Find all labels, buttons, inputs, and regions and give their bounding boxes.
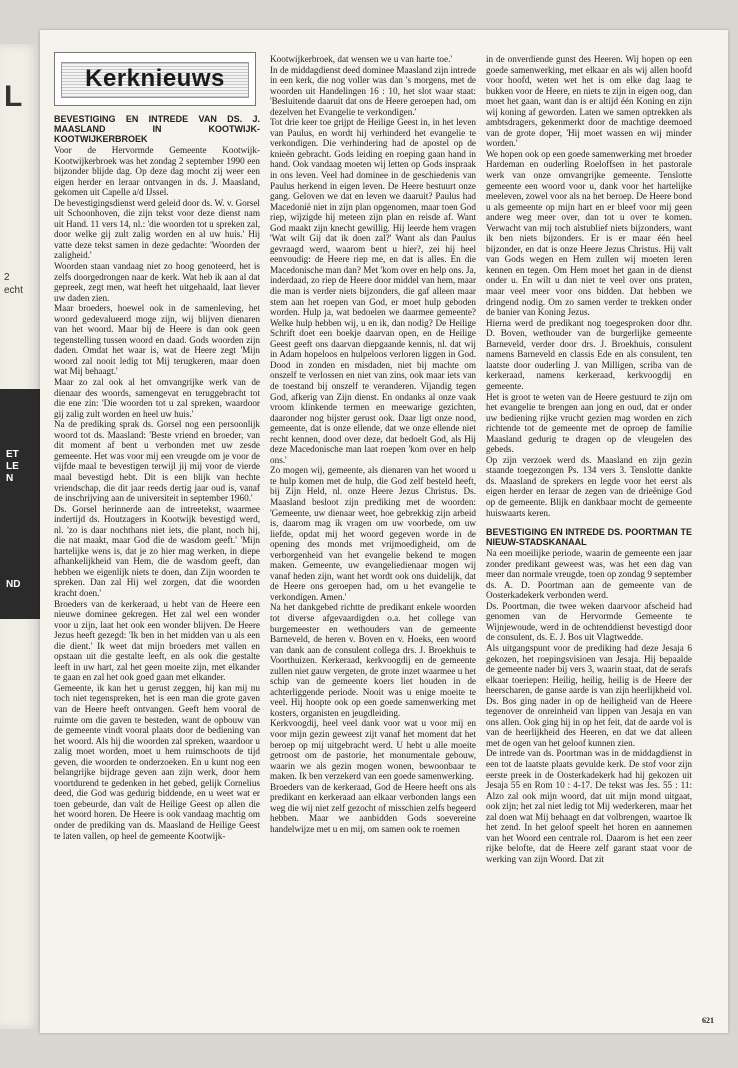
paragraph: Broeders van de kerkeraad, u hebt van de Heere een nieuwe dominee gekregen. Het zal wel een wonder voor u zijn, laat het ook een wonder blijven. De Heere Jezus heeft gezegd: 'Ik ben in het midden van u als een die dient.' Ik weet dat mijn broeders met vallen en opstaan uit die gestalte leeft, en als ook die gestalte leeft in uw hart, zal het geen moeite zijn, met elkander te gaan en zal het ook goed gaan met elkander. <box>54 598 260 683</box>
section-title: Kerknieuws <box>85 64 225 92</box>
paragraph: Kootwijkerbroek, dat wensen we u van harte toe.' <box>270 54 453 64</box>
paragraph: Gemeente, ik kan het u gerust zeggen, hij kan mij nu toch niet tegenspreken, het is een man die grote gaven van de Heere heeft ontvangen. Geeft hem vooral de ruimte om die gaven te besteden, want de opbouw van de gemeente vindt vooral plaats door de bediening van het woord. Als hij die woorden zal spreken, waardoor u zalig moet worden, moet u hem ruimschoots de tijd geven, die woorden te onderzoeken. En u kunt nog een belangrijke bijdrage geven aan zijn werk, door hem voortdurend te gedenken in het gebed, gelijk Cornelius deed, die God was gedurig biddende, en u weet wat er toen gebeurde, dan valt de Heilige Geest op allen die het woord horen. De Heere is ook vandaag machtig om onder de prediking van ds. Maasland de Heilige Geest te laten vallen, op heel de gemeente Kootwijk- <box>54 682 260 841</box>
paragraph: De intrede van ds. Poortman was in de middagdienst in een tot de laatste plaats gevulde kerk. De stof voor zijn eerste preek in de Oosterkadekerk had hij gekozen uit Jesaja 55 en Rom 10 : 4-17. De tekst was Jes. 55 : 11: Alzo zal ook mijn woord, dat uit mijn mond uitgaat, ook zijn; het zal niet ledig tot Mij wederkeren, maar het zal doen wat Mij behaagt en dat volbrengen, waartoe Ik het zend. In het geloof speelt het horen en aannemen van het Woord een centrale rol. Daarom is het een zeer rijke belofte, dat de Heere zelf garant staat voor de werking van zijn Woord. Dat zit <box>486 748 692 864</box>
prev-page-snippet: 2 <box>4 272 10 283</box>
prev-page-dark-box <box>0 389 40 619</box>
paragraph: Woorden staan vandaag niet zo hoog genoteerd, het is zelfs doorgedrongen naar de kerk. Wat heb ik aan al dat gepreek, zegt men, wat heeft het uitgehaald, laat liever uw daden zien. <box>54 261 260 303</box>
paragraph: Na het dankgebed richtte de predikant enkele woorden tot diverse afgevaardigden o.a. het college van burgemeester en wethouders van de gemeente Barneveld, de heren v. Boven en v. Hoeks, een woord van dank aan de consulent collega drs. J. Broekhuis te Voorthuizen. Kerkeraad, kerkvoogdij en de gemeente zullen niet gauw vergeten, de grote inzet waarmee u het schip van de gemeente koers liet houden in de achterliggende periode. Nooit was u enige moeite te veel. Hij hoopte ook op een goede samenwerking met kosters, organisten en jeugdleiding. <box>270 602 476 718</box>
paragraph: Hierna werd de predikant nog toegesproken door dhr. D. Boven, wethouder van de burgerlijke gemeente Barneveld, verder door drs. J. Broekhuis, consulent namens Barneveld en classis Ede en als consulent, ten laatste door ouderling J. van Milligen, scriba van de kerkeraad, namens kerkeraad, kerkvoogdij en gemeente. <box>486 317 692 391</box>
paragraph: Ds. Poortman, die twee weken daarvoor afscheid had genomen van de Hervormde Gemeente te Wijnjewoude, werd in de ochtenddienst bevestigd door de consulent, ds. E. J. Bos uit Vlagtwedde. <box>486 600 692 643</box>
column-2 <box>270 54 476 834</box>
prev-page-snippet: echt <box>4 285 23 296</box>
paragraph: Het is groot te weten van de Heere gestuurd te zijn om het evangelie te brengen aan jong en oud, dat er onder uw bediening rijke vrucht gezien mag worden en zich richtende tot de gemeente met de oproep de familie Maasland gedurig te dragen op de vleugelen des gebeds. <box>486 391 692 455</box>
prev-page-letter: L <box>4 80 23 113</box>
paragraph: Als uitgangspunt voor de prediking had deze Jesaja 6 gekozen, het roepingsvisioen van Jesaja. Hij bepaalde de gemeente nader bij vers 3, waarin staat, dat de serafs elkaar toeriepen: Heilig, heilig, heilig is de Heere der heerscharen, de ganse aarde is van zijn heerlijkheid vol. Ds. Bos ging nader in op de heiligheid van de Heere tegenover de onreinheid van lippen van Jesaja en van ons allen. Ook ging hij in op het feit, dat de aarde vol is van de heerlijkheid des Heeren, en dat we dat alleen met de ogen van het geloof kunnen zien. <box>486 642 692 748</box>
paragraph: In de middagdienst deed dominee Maasland zijn intrede in een kerk, die nog voller was dan 's morgens, met de woorden uit Handelingen 16 : 10, het slot waar staat: 'Besluitende daaruit dat ons de Heere geroepen had, om dezelven het Evangelie te verkondigen.' <box>270 64 476 117</box>
article-heading: BEVESTIGING EN INTREDE DS. POORTMAN TE NIEUW-STADSKANAAL <box>486 527 692 548</box>
paragraph: Broeders van de kerkeraad, God de Heere heeft ons als predikant en kerkeraad aan elkaar verbonden langs een weg die wij niet zelf gezocht of misschien zelfs begeerd hebben. Maar we aanbidden Gods soevereine handelwijze met u en mij, om samen ook te roemen <box>270 781 476 834</box>
paragraph: Zo mogen wij, gemeente, als dienaren van het woord u te hulp komen met de hulp, die God zelf besteld heeft, bij Zijn Held, nl. onze Heere Jezus Christus. Ds. Maasland besloot zijn prediking met de woorden: 'Gemeente, uw dienaar weet, hoe gebrekkig zijn arbeid is, daarom mag ik vragen om uw voorbede, om uw liefde, opdat mij het woord gegeven worde in de opening des monds met vrijmoedigheid, om de verborgenheid van het evangelie bekend te mogen maken. Gemeente, uw evangeliedienaar mogen wij vanaf heden zijn, want het wordt ook ons duidelijk, dat de Heere ons geroepen had, om u het evangelie te verkondigen. Amen.' <box>270 465 476 602</box>
previous-page-edge <box>0 44 41 1029</box>
prev-page-box-text: ND <box>6 579 21 590</box>
magazine-page <box>40 30 728 1033</box>
prev-page-box-text: N <box>6 473 14 484</box>
paragraph: We hopen ook op een goede samenwerking met broeder Hardeman en ouderling Roeloffsen in het pastorale werk van onze omvangrijke gemeente. Tenslotte gemeente een woord voor u, dank voor het hartelijke meeleven, zowel voor als na het beroep. De Heere bond u als gemeente op mijn hart en er bleef voor mij geen andere weg meer over, dan tot u over te komen. Verwacht van mij toch alstublief niets bijzonders, want ik ben niets bijzonders. Er is er maar één heel bijzonder, en dat is onze Heere Jezus Christus. Hij valt van Gods wegen en Hem zullen wij moeten leren kennen en tegen. Om Hem moet het gaan in de dienst onder u. En wilt u dan niet te veel over ons praten, maar veel meer voor ons bidden. Dat hebben we dringend nodig. Om zo samen verder te trekken onder de banier van Koning Jezus. <box>486 148 692 318</box>
paragraph: Na de prediking sprak ds. Gorsel nog een persoonlijk woord tot ds. Maasland: 'Beste vriend en broeder, van dit moment af bent u verbonden met uw zesde gemeente. Het was voor mij een vreugde om je voor de vijfde maal te bevestigen terwijl jij mij voor de vierde maal bevestigd hebt. Dit is een blijk van hechte vriendschap, die dit jaar reeds dertig jaar oud is, vanaf de inschrijving aan de universiteit in september 1960.' <box>54 419 260 504</box>
paragraph: Ds. Gorsel herinnerde aan de intreetekst, waarmee indertijd ds. Houtzagers in Kootwijk bevestigd werd, nl. 'zo is daar nochthans niet iets, die plant, noch hij, die nat maakt, maar God die de wasdom geeft.' 'Mijn hartelijke wens is, dat je zo hier mag werken, in diepe afhankelijkheid van Hem, die de wasdom geeft, dan hebben we eigenlijk niets te doen, dan Zijn woorden te spreken. Dan zal Hij wel zorgen, dat die woorden kracht doen.' <box>54 503 260 598</box>
column-3 <box>486 54 692 864</box>
paragraph: De bevestigingsdienst werd geleid door ds. W. v. Gorsel uit Schoonhoven, die zijn tekst voor deze dienst nam uit Hand. 11 vers 14, nl.: 'die woorden tot u spreken zal, door welke gij zult zalig worden en al uw huis.' Hij vatte deze tekst samen in deze gedachte: 'Woorden der zaligheid.' <box>54 197 260 261</box>
paragraph: Maar zo zal ook al het omvangrijke werk van de dienaar des woords, samengevat en teruggebracht tot die ene zin: 'Die woorden tot u zal spreken, waardoor gij zalig zult worden en heel uw huis.' <box>54 377 260 419</box>
paragraph: Na een moeilijke periode, waarin de gemeente een jaar zonder predikant geweest was, was het een dag van meer dan normale vreugde, toen op zondag 9 september ds. A. D. Poortman aan de gemeente van de Oosterkadekerk verbonden werd. <box>486 548 692 601</box>
paragraph: in de onverdiende gunst des Heeren. Wij hopen op een goede samenwerking, met elkaar en als wij allen hoofd voor hoofd, weten wet het is om elke dag laag te bukken voor de Heere, en niets te zijn in eigen oog, dan moet het gaan, want dan is er altijd één Koning en zijn wij koning af geworden. Laten we samen optrekken als ambtsdragers, gekenmerkt door de machtige deemoed van de grote doper, 'Hij moet wassen en wij minder worden.' <box>486 54 692 149</box>
prev-page-box-text: LE <box>6 461 19 472</box>
paragraph: Tot drie keer toe grijpt de Heilige Geest in, in het leven van Paulus, en wordt hij verhinderd het evangelie te verkondigen. Die verhindering had de apostel op de knieën gebracht. Gods leiding en roeping gaan hand in hand. Ook vandaag moeten wij letten op Gods inspraak in ons leven. Veel had dominee in de geschiedenis van Paulus herkend in eigen leven. De Heere bestuurt onze gang. Geloven we dat en leven we daaruit? Paulus had Macedonië niet in zijn plan opgenomen, maar toen God riep, wijzigde hij meteen zijn plan en reisde af. Want God maakt zijn knecht gewillig. Hij leerde hem vragen 'Wat wilt Gij dat ik doen zal?' Want als dan Paulus gevraagd werd, waarom bent u hier?, zei hij heel eenvoudig: de Heere riep me, en dat is alles. En die Macedonische man dan? Met 'kom over en help ons. Ja, inderdaad, zo riep de Heere door middel van hem, maar die man is verder niets bijzonders, die gaf alleen maar stem aan het roepen van God, er moet hulp geboden worden. Hulp ja, wat bedoelen we daarmee gemeente? Welke hulp hebben wij, u en ik, dan nodig? De Heilige Schrift doet een boekje daarvan open, en de Heilige Geest geeft ons daarvan diepgaande kennis, nl. dat wij in Adam hopeloos en hulpeloos verloren liggen in God. Dood in zonden en misdaden, niet bij machte om onszelf te verlossen en niet van zins, ook maar iets van de toestand bij onszelf te veranderen. Vijandig tegen God, afkerig van Zijn dienst. En ondanks al onze vaak vroom klinkende termen en meewarige gezichten, daaronder nog bijster gerust ook. Daar ligt onze nood, gemeente, dat is onze ellende, dat we onze ellende niet recht kennen, dood over deze, dat bedoelt God, als Hij deze Macedonische man laat roepen 'kom over en help ons.' <box>270 117 476 465</box>
paragraph: Maar broeders, hoewel ook in de samenleving, het woord gedevalueerd moge zijn, wij blijven dienaren van het woord. Maar bij de Heere is dan ook geen tegenstelling tussen woord en daad. Gods woorden zijn daden. Omdat het waar is, wat de Heere zegt 'Mijn woord zal nooit ledig tot Mij terugkeren, maar doen wat Mij behaagt.' <box>54 303 260 377</box>
page-number: 621 <box>702 1016 714 1025</box>
paragraph: Kerkvoogdij, heel veel dank voor wat u voor mij en voor mijn gezin geweest zijt vanaf het moment dat het beroep op mij uitgebracht werd. U hebt u alle moeite getroost om de pastorie, het monumentale gebouw, waarin we als gezin mogen wonen, bewoonbaar te maken. Ik ben verzekerd van een goede samenwerking. <box>270 718 476 782</box>
masthead <box>54 52 256 106</box>
column-1 <box>54 52 260 841</box>
prev-page-box-text: ET <box>6 449 19 460</box>
article-heading: BEVESTIGING EN INTREDE VAN DS. J. MAASLAND IN KOOTWIJK-KOOTWIJKERBROEK <box>54 114 260 144</box>
paragraph: Voor de Hervormde Gemeente Kootwijk-Kootwijkerbroek was het zondag 2 september 1990 een bijzonder blijde dag. Op deze dag mocht zij weer een eigen herder en leraar ontvangen in ds. J. Maasland, gekomen uit Capelle a/d IJssel. <box>54 145 260 198</box>
paragraph: Op zijn verzoek werd ds. Maasland en zijn gezin staande toegezongen Ps. 134 vers 3. Tenslotte dankte ds. Maasland de sprekers en legde voor het eerst als eigen herder en leraar de zegen van de drieënige God op de gemeente. Blijk en dankbaar mocht de gemeente huiswaarts keren. <box>486 454 692 518</box>
